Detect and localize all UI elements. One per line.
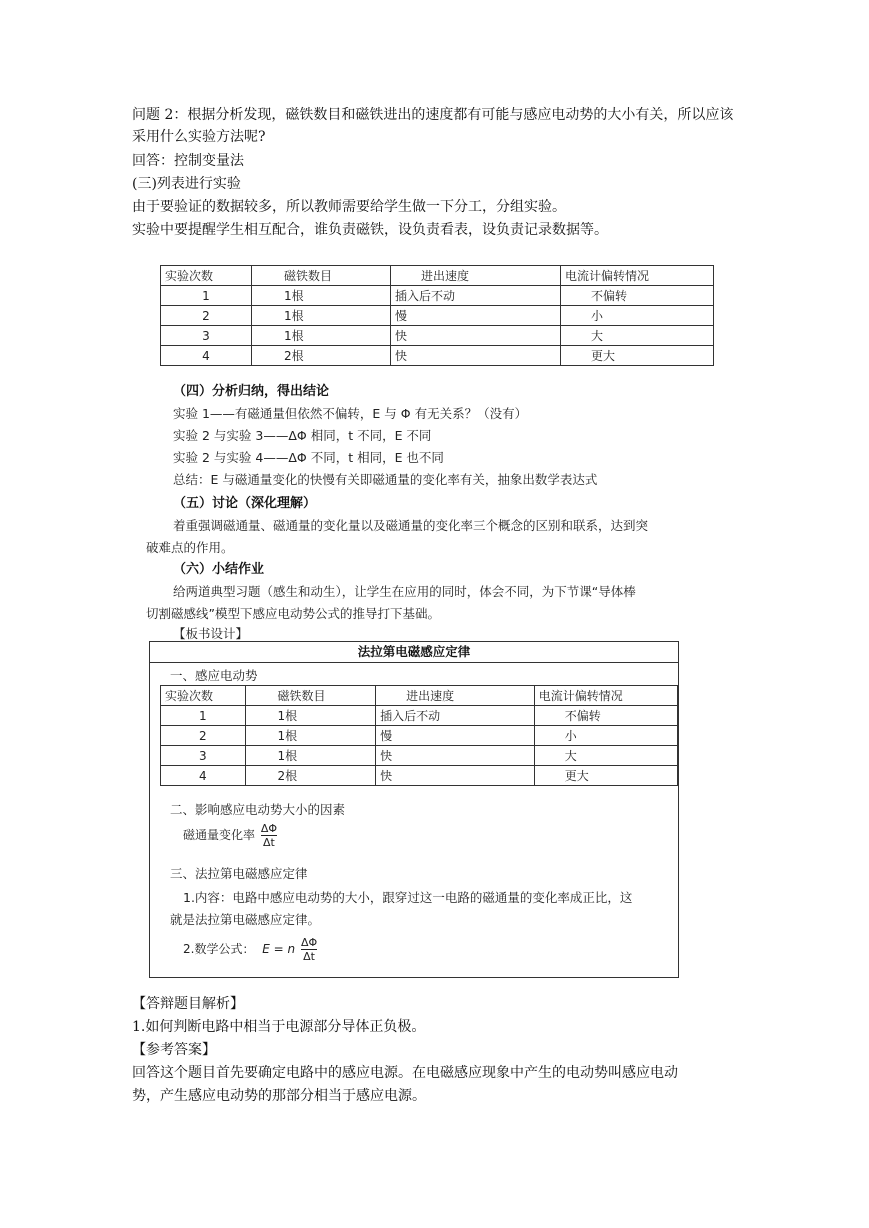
discussion-line-2: 破难点的作用。 bbox=[146, 540, 234, 555]
table-cell: 1根 bbox=[245, 726, 376, 746]
table-cell: 快 bbox=[376, 746, 535, 766]
formula-expression bbox=[183, 936, 317, 963]
table-cell: 1根 bbox=[252, 326, 391, 346]
answer-line: 回答：控制变量法 bbox=[132, 153, 244, 169]
table-cell: 插入后不动 bbox=[391, 286, 561, 306]
reference-answer-line-1: 回答这个题目首先要确定电路中的感应电源。在电磁感应现象中产生的电动势叫感应电动 bbox=[132, 1065, 678, 1081]
table-cell: 4 bbox=[161, 766, 246, 786]
table-cell: 1 bbox=[161, 286, 252, 306]
table-header: 实验次数 bbox=[161, 266, 252, 286]
table-header: 磁铁数目 bbox=[245, 686, 376, 706]
analysis-line-3: 实验 2 与实验 4——ΔΦ 不同，t 相同，E 也不同 bbox=[173, 450, 444, 465]
table-cell: 小 bbox=[561, 306, 714, 326]
fraction-denominator: Δt bbox=[301, 949, 317, 963]
table-cell: 不偏转 bbox=[561, 286, 714, 306]
table-cell: 慢 bbox=[391, 306, 561, 326]
table-cell: 更大 bbox=[561, 346, 714, 366]
table-cell: 1根 bbox=[245, 706, 376, 726]
text-line-1: 由于要验证的数据较多，所以教师需要给学生做一下分工，分组实验。 bbox=[132, 199, 566, 215]
table-cell: 2 bbox=[161, 306, 252, 326]
summary-line-1: 给两道典型习题（感生和动生），让学生在应用的同时，体会不同，为下节课“导体棒 bbox=[173, 584, 636, 599]
discussion-line-1: 着重强调磁通量、磁通量的变化量以及磁通量的变化率三个概念的区别和联系，达到突 bbox=[173, 518, 649, 533]
defense-heading: 【答辩题目解析】 bbox=[132, 996, 244, 1012]
table-row bbox=[161, 326, 714, 346]
reference-answer-line-2: 势，产生感应电动势的那部分相当于感应电源。 bbox=[132, 1088, 426, 1104]
fraction-denominator: Δt bbox=[261, 835, 277, 849]
law-content-2: 就是法拉第电磁感应定律。 bbox=[170, 912, 321, 927]
table-cell: 3 bbox=[161, 326, 252, 346]
table-cell: 大 bbox=[534, 746, 677, 766]
table-cell: 2根 bbox=[245, 766, 376, 786]
table-cell: 1根 bbox=[252, 306, 391, 326]
table-cell: 4 bbox=[161, 346, 252, 366]
analysis-line-4: 总结：E 与磁通量变化的快慢有关即磁通量的变化率有关，抽象出数学表达式 bbox=[173, 472, 598, 487]
summary-heading: （六）小结作业 bbox=[173, 562, 265, 577]
discussion-heading: （五）讨论（深化理解） bbox=[173, 496, 317, 511]
defense-question: 1.如何判断电路中相当于电源部分导体正负极。 bbox=[132, 1019, 426, 1035]
text-line-2: 实验中要提醒学生相互配合，谁负责磁铁，设负责看表，设负责记录数据等。 bbox=[132, 222, 608, 238]
analysis-line-2: 实验 2 与实验 3——ΔΦ 相同，t 不同，E 不同 bbox=[173, 428, 432, 443]
fraction-numerator: ΔΦ bbox=[300, 936, 318, 949]
formula-lhs: E = n bbox=[262, 942, 296, 956]
table-cell: 2 bbox=[161, 726, 246, 746]
experiment-table-1 bbox=[160, 265, 714, 366]
fraction-numerator: ΔΦ bbox=[260, 822, 278, 835]
table-header: 电流计偏转情况 bbox=[561, 266, 714, 286]
board-design-label: 【板书设计】 bbox=[173, 626, 249, 641]
table-cell: 大 bbox=[561, 326, 714, 346]
table-cell: 慢 bbox=[376, 726, 535, 746]
table-cell: 插入后不动 bbox=[376, 706, 535, 726]
table-cell: 快 bbox=[391, 346, 561, 366]
law-content-1: 1.内容：电路中感应电动势的大小，跟穿过这一电路的磁通量的变化率成正比，这 bbox=[183, 890, 633, 905]
table-header: 进出速度 bbox=[376, 686, 535, 706]
table-cell: 更大 bbox=[534, 766, 677, 786]
table-header: 电流计偏转情况 bbox=[534, 686, 677, 706]
question-2: 问题 2：根据分析发现，磁铁数目和磁铁进出的速度都有可能与感应电动势的大小有关，所以应该采用什么实验方法呢? bbox=[132, 107, 734, 145]
rate-label: 磁通量变化率 bbox=[183, 828, 256, 842]
board-design-box bbox=[149, 641, 679, 978]
table-header: 实验次数 bbox=[161, 686, 246, 706]
table-cell: 1 bbox=[161, 706, 246, 726]
analysis-heading: （四）分析归纳，得出结论 bbox=[173, 384, 330, 399]
table-row bbox=[161, 766, 678, 786]
table-header: 磁铁数目 bbox=[252, 266, 391, 286]
experiment-table-2 bbox=[160, 685, 678, 786]
table-row bbox=[161, 746, 678, 766]
table-row bbox=[161, 706, 678, 726]
formula-fraction bbox=[301, 936, 317, 963]
board-title: 法拉第电磁感应定律 bbox=[150, 642, 678, 663]
board-section-3: 三、法拉第电磁感应定律 bbox=[170, 866, 308, 881]
analysis-line-1: 实验 1——有磁通量但依然不偏转，E 与 Φ 有无关系？（没有） bbox=[173, 406, 528, 421]
table-row bbox=[161, 306, 714, 326]
rate-expression bbox=[183, 822, 277, 849]
table-row bbox=[161, 286, 714, 306]
table-row bbox=[161, 346, 714, 366]
section-3-heading: (三)列表进行实验 bbox=[132, 176, 241, 192]
table-row bbox=[161, 726, 678, 746]
table-cell: 1根 bbox=[252, 286, 391, 306]
table-header: 进出速度 bbox=[391, 266, 561, 286]
reference-answer-heading: 【参考答案】 bbox=[132, 1042, 216, 1058]
table-cell: 2根 bbox=[252, 346, 391, 366]
summary-line-2: 切割磁感线”模型下感应电动势公式的推导打下基础。 bbox=[146, 606, 440, 621]
table-cell: 1根 bbox=[245, 746, 376, 766]
board-section-2: 二、影响感应电动势大小的因素 bbox=[170, 802, 346, 817]
board-section-1: 一、感应电动势 bbox=[170, 668, 258, 683]
rate-fraction bbox=[261, 822, 277, 849]
table-cell: 快 bbox=[391, 326, 561, 346]
table-cell: 快 bbox=[376, 766, 535, 786]
formula-label: 2.数学公式： bbox=[183, 942, 255, 956]
table-cell: 小 bbox=[534, 726, 677, 746]
table-cell: 不偏转 bbox=[534, 706, 677, 726]
table-cell: 3 bbox=[161, 746, 246, 766]
